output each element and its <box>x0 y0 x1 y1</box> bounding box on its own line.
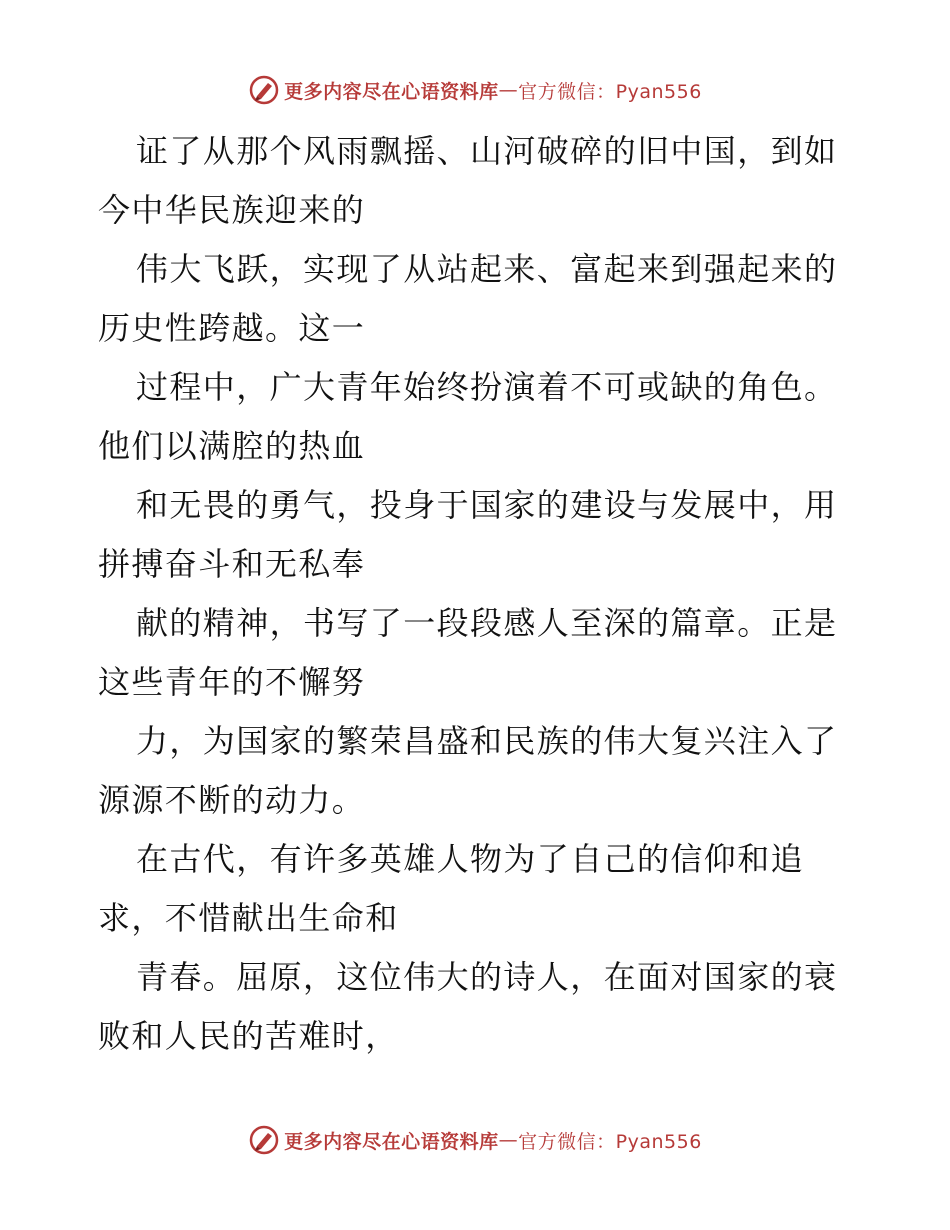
paragraph-line: 献的精神，书写了一段段感人至深的篇章。正是 <box>136 604 838 642</box>
paragraph-line: 和无畏的勇气，投身于国家的建设与发展中，用 <box>136 486 838 524</box>
paragraph-line: 证了从那个风雨飘摇、山河破碎的旧中国，到如 <box>136 132 838 170</box>
pen-logo-icon <box>248 74 280 106</box>
document-body <box>98 122 858 1066</box>
paragraph <box>98 948 858 1066</box>
footer-banner-wechat: 官方微信：Pyan556 <box>518 1130 702 1153</box>
paragraph-line: 败和人民的苦难时， <box>98 1017 399 1055</box>
paragraph-line: 源源不断的动力。 <box>98 781 366 819</box>
paragraph-line: 在古代，有许多英雄人物为了自己的信仰和追 <box>136 840 805 878</box>
footer-banner <box>0 1120 950 1160</box>
paragraph <box>98 830 858 948</box>
paragraph-line: 今中华民族迎来的 <box>98 191 366 229</box>
paragraph-line: 青春。屈原，这位伟大的诗人，在面对国家的衰 <box>136 958 838 996</box>
header-banner <box>0 70 950 110</box>
header-banner-wechat: 官方微信：Pyan556 <box>518 80 702 103</box>
header-banner-separator: — <box>498 79 519 101</box>
paragraph-line: 力，为国家的繁荣昌盛和民族的伟大复兴注入了 <box>136 722 838 760</box>
paragraph <box>98 476 858 594</box>
paragraph-line: 过程中，广大青年始终扮演着不可或缺的角色。 <box>136 368 838 406</box>
footer-banner-inner <box>248 1124 702 1156</box>
paragraph-line: 他们以满腔的热血 <box>98 427 366 465</box>
paragraph-line: 历史性跨越。这一 <box>98 309 366 347</box>
paragraph <box>98 122 858 240</box>
paragraph <box>98 712 858 830</box>
paragraph-line: 拼搏奋斗和无私奉 <box>98 545 366 583</box>
footer-banner-title: 更多内容尽在心语资料库 <box>284 1130 499 1153</box>
paragraph-line: 这些青年的不懈努 <box>98 663 366 701</box>
paragraph-line: 求，不惜献出生命和 <box>98 899 399 937</box>
paragraph <box>98 240 858 358</box>
paragraph-line: 伟大飞跃，实现了从站起来、富起来到强起来的 <box>136 250 838 288</box>
paragraph <box>98 594 858 712</box>
pen-logo-icon <box>248 1124 280 1156</box>
header-banner-inner <box>248 74 702 106</box>
paragraph <box>98 358 858 476</box>
header-banner-title: 更多内容尽在心语资料库 <box>284 80 499 103</box>
footer-banner-separator: — <box>498 1129 519 1151</box>
